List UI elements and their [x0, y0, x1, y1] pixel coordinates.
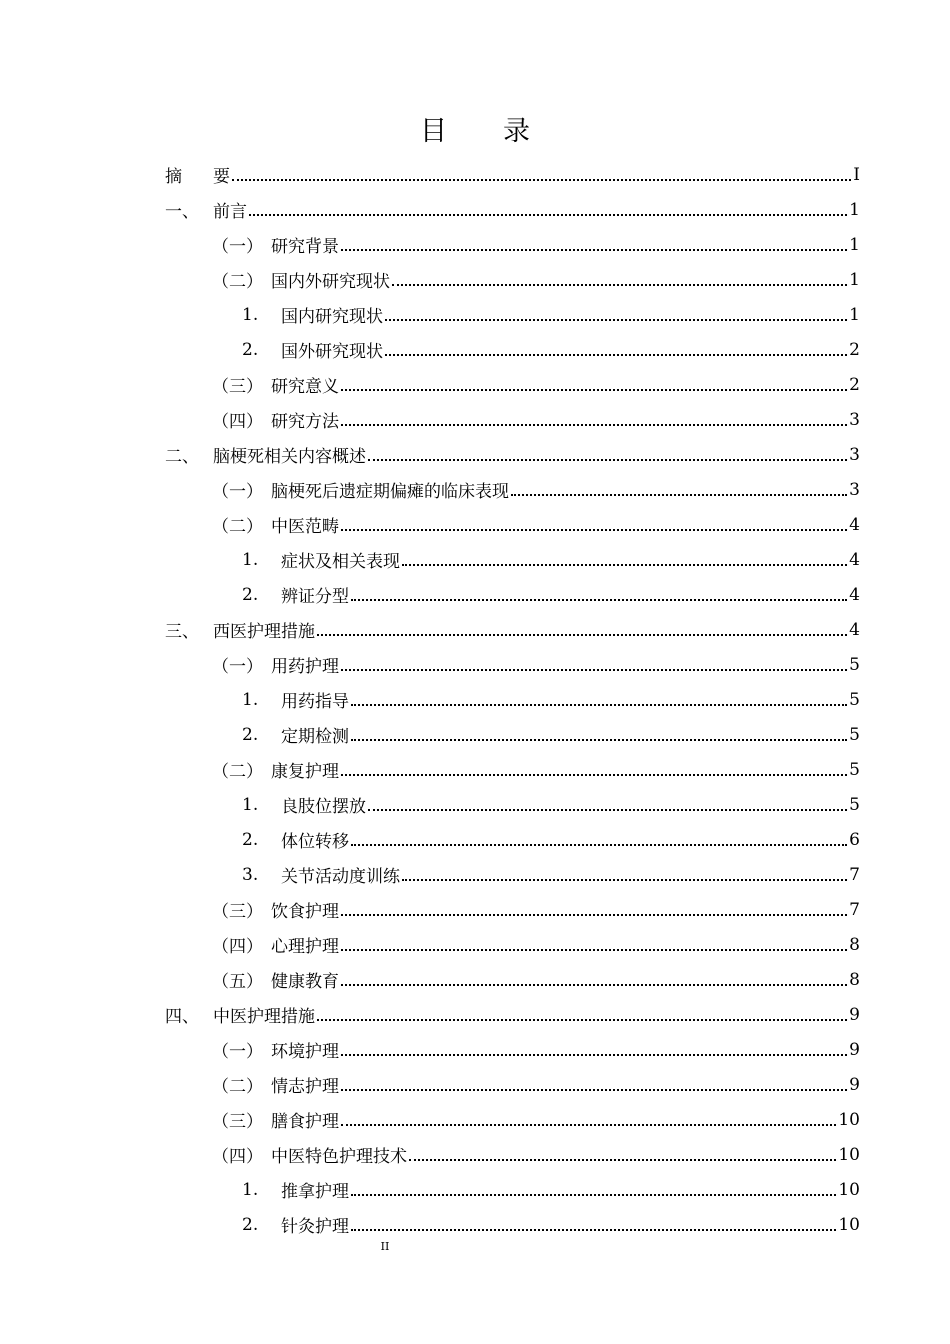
toc-entry-number: （二） [212, 272, 263, 292]
toc-entry-title: 辨证分型 [281, 587, 349, 607]
toc-entry-page: 1 [849, 199, 860, 220]
dot-leader [511, 494, 847, 496]
toc-entry-page: 10 [838, 1179, 860, 1200]
dot-leader [341, 1054, 847, 1056]
toc-entry[interactable] [0, 822, 950, 857]
toc-entry-number: （一） [212, 1042, 263, 1062]
toc-entry-page: 5 [849, 759, 860, 780]
dot-leader [341, 249, 847, 251]
toc-entry-page: 3 [849, 409, 860, 430]
dot-leader [368, 459, 847, 461]
toc-entry-page: 7 [849, 899, 860, 920]
toc-entry[interactable] [0, 787, 950, 822]
toc-entry-number: （三） [212, 902, 263, 922]
toc-entry-number: （二） [212, 762, 263, 782]
toc-entry-page: 2 [849, 339, 860, 360]
toc-entry-title: 用药指导 [281, 692, 349, 712]
toc-entry-title: 饮食护理 [271, 902, 339, 922]
toc-entry-page: 3 [849, 444, 860, 465]
toc-entry-number: 1. [242, 1179, 259, 1200]
toc-entry-page: 5 [849, 689, 860, 710]
toc-entry[interactable] [0, 1207, 950, 1242]
toc-entry[interactable] [0, 297, 950, 332]
toc-entry-page: 10 [838, 1144, 860, 1165]
toc-entry-number: （一） [212, 657, 263, 677]
toc-entry-number: 一、 [165, 202, 199, 222]
toc-entry[interactable] [0, 262, 950, 297]
dot-leader [385, 319, 847, 321]
toc-title-right: 录 [503, 116, 530, 147]
toc-entry-number: （二） [212, 517, 263, 537]
toc-entry[interactable] [0, 437, 950, 472]
toc-entry-title: 国内外研究现状 [271, 272, 390, 292]
toc-entry[interactable] [0, 962, 950, 997]
dot-leader [341, 914, 847, 916]
toc-entry[interactable] [0, 192, 950, 227]
dot-leader [402, 879, 847, 881]
dot-leader [351, 704, 847, 706]
toc-entry-page: 1 [849, 304, 860, 325]
toc-entry-title: 脑梗死后遗症期偏瘫的临床表现 [271, 482, 509, 502]
toc-entry-number: （四） [212, 412, 263, 432]
toc-entry[interactable] [0, 1067, 950, 1102]
toc-entry-title: 膳食护理 [271, 1112, 339, 1132]
toc-entry-title: 脑梗死相关内容概述 [213, 447, 366, 467]
dot-leader [317, 1019, 847, 1021]
toc-title [0, 112, 950, 152]
dot-leader [392, 284, 847, 286]
toc-entry-number: 1. [242, 689, 259, 710]
toc-entry-number: 二、 [165, 447, 199, 467]
toc-entry-title: 良肢位摆放 [281, 797, 366, 817]
toc-entry-number: （五） [212, 972, 263, 992]
toc-entry-title: 中医护理措施 [213, 1007, 315, 1027]
page-number-footer: II [380, 1240, 390, 1253]
toc-entry-page: 4 [849, 514, 860, 535]
toc-entry[interactable] [0, 857, 950, 892]
toc-entry-number: （四） [212, 1147, 263, 1167]
toc-entry-title: 关节活动度训练 [281, 867, 400, 887]
toc-entry-title: 研究方法 [271, 412, 339, 432]
toc-entry-page: 5 [849, 794, 860, 815]
toc-entry-number: 四、 [165, 1007, 199, 1027]
toc-entry-title: 康复护理 [271, 762, 339, 782]
toc-entry-title: 体位转移 [281, 832, 349, 852]
toc-entry-title: 要 [213, 167, 230, 187]
toc-entry-title: 研究背景 [271, 237, 339, 257]
toc-entry[interactable] [0, 1172, 950, 1207]
dot-leader [341, 529, 847, 531]
toc-entry-title: 症状及相关表现 [281, 552, 400, 572]
toc-entry[interactable] [0, 157, 950, 192]
dot-leader [341, 389, 847, 391]
toc-entry[interactable] [0, 402, 950, 437]
toc-entry-title: 情志护理 [271, 1077, 339, 1097]
dot-leader [341, 949, 847, 951]
toc-entry-number: 2. [242, 1214, 259, 1235]
toc-entry-title: 健康教育 [271, 972, 339, 992]
toc-entry-number: （三） [212, 377, 263, 397]
dot-leader [351, 1229, 836, 1231]
toc-entry-title: 用药护理 [271, 657, 339, 677]
toc-entry-number: 2. [242, 584, 259, 605]
dot-leader [341, 1089, 847, 1091]
toc-entry[interactable] [0, 1102, 950, 1137]
toc-entry-page: 8 [849, 934, 860, 955]
toc-entry-title: 国外研究现状 [281, 342, 383, 362]
toc-entry-number: （三） [212, 1112, 263, 1132]
toc-entry-page: 6 [849, 829, 860, 850]
dot-leader [351, 844, 847, 846]
toc-entry-title: 西医护理措施 [213, 622, 315, 642]
toc-entry-number: （一） [212, 482, 263, 502]
toc-entry-page: 9 [849, 1039, 860, 1060]
toc-entry-title: 中医特色护理技术 [271, 1147, 407, 1167]
toc-entry-title: 前言 [213, 202, 247, 222]
toc-entry[interactable] [0, 472, 950, 507]
toc-entry-page: 1 [849, 269, 860, 290]
toc-entry[interactable] [0, 332, 950, 367]
dot-leader [368, 809, 847, 811]
toc-entry-number: 三、 [165, 622, 199, 642]
dot-leader [351, 1194, 836, 1196]
toc-entry[interactable] [0, 682, 950, 717]
toc-entry[interactable] [0, 577, 950, 612]
dot-leader [341, 984, 847, 986]
toc-entry-page: 9 [849, 1074, 860, 1095]
toc-entry-number: 1. [242, 304, 259, 325]
toc-entry-title: 环境护理 [271, 1042, 339, 1062]
toc-entry[interactable] [0, 227, 950, 262]
toc-entry-page: 10 [838, 1214, 860, 1235]
toc-entry-title: 推拿护理 [281, 1182, 349, 1202]
toc-entry-number: （一） [212, 237, 263, 257]
dot-leader [351, 739, 847, 741]
dot-leader [341, 774, 847, 776]
toc-entry-page: 2 [849, 374, 860, 395]
dot-leader [232, 179, 851, 181]
dot-leader [249, 214, 847, 216]
toc-entry[interactable] [0, 647, 950, 682]
toc-entry-page: 9 [849, 1004, 860, 1025]
dot-leader [341, 424, 847, 426]
toc-entry-number: （二） [212, 1077, 263, 1097]
toc-entry[interactable] [0, 997, 950, 1032]
toc-entry-title: 针灸护理 [281, 1217, 349, 1237]
dot-leader [385, 354, 847, 356]
dot-leader [341, 669, 847, 671]
table-of-contents [0, 157, 950, 1242]
toc-entry[interactable] [0, 1137, 950, 1172]
toc-entry[interactable] [0, 507, 950, 542]
dot-leader [341, 1124, 836, 1126]
toc-entry-page: 7 [849, 864, 860, 885]
toc-entry-page: 1 [849, 234, 860, 255]
toc-entry-title: 心理护理 [271, 937, 339, 957]
toc-entry[interactable] [0, 717, 950, 752]
toc-entry-title: 中医范畴 [271, 517, 339, 537]
toc-entry[interactable] [0, 892, 950, 927]
toc-entry[interactable] [0, 367, 950, 402]
toc-title-left: 目 [420, 116, 447, 147]
toc-entry-number: 1. [242, 794, 259, 815]
toc-entry-number: 摘 [165, 167, 182, 187]
toc-entry-number: 1. [242, 549, 259, 570]
toc-entry[interactable] [0, 927, 950, 962]
toc-entry-page: 3 [849, 479, 860, 500]
dot-leader [402, 564, 847, 566]
toc-entry-page: 4 [849, 619, 860, 640]
toc-entry[interactable] [0, 542, 950, 577]
toc-entry-number: 2. [242, 829, 259, 850]
toc-entry-title: 定期检测 [281, 727, 349, 747]
toc-entry-page: 5 [849, 654, 860, 675]
toc-entry[interactable] [0, 752, 950, 787]
toc-entry-page: 5 [849, 724, 860, 745]
toc-entry-number: 3. [242, 864, 259, 885]
toc-entry[interactable] [0, 1032, 950, 1067]
toc-entry-page: I [853, 164, 860, 185]
toc-entry-number: （四） [212, 937, 263, 957]
toc-entry-page: 10 [838, 1109, 860, 1130]
dot-leader [409, 1159, 836, 1161]
toc-entry[interactable] [0, 612, 950, 647]
toc-entry-page: 4 [849, 549, 860, 570]
toc-entry-number: 2. [242, 724, 259, 745]
toc-entry-page: 8 [849, 969, 860, 990]
dot-leader [351, 599, 847, 601]
toc-entry-page: 4 [849, 584, 860, 605]
toc-entry-number: 2. [242, 339, 259, 360]
toc-entry-title: 研究意义 [271, 377, 339, 397]
toc-entry-title: 国内研究现状 [281, 307, 383, 327]
dot-leader [317, 634, 847, 636]
